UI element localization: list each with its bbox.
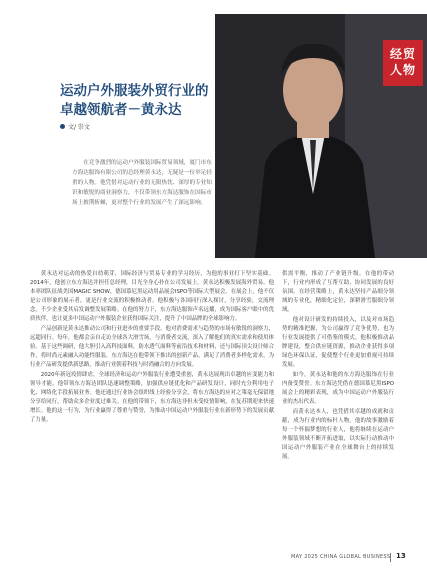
body-paragraph: 而黄永达本人，也凭借其卓越的成就和贡献，成为行业内的标杆人物。他的故事激励着每一个怀揣梦想的行业人，他将继续在运动户外服装领域不断开拓进取，以实际行动推动中国运动户外服装产业在全球舞台上的持续发展。 — [282, 409, 394, 460]
body-paragraph: 黄永达对运动的热爱自幼萌芽，国际经济与贸易专业的学习经历，为他的事业打下坚实基础。2014年，他创立东方海达并担任总经理，目光全身心扑在公司发展上。黄永达积极发展海外贸易，他本率团队征战美国MAGIC SHOW，德国慕尼黑运动用品展会ISPO等国际大型展会。在展会上，他不仅是公司形象的展示者，更是行业交流的积极推动者。他积极与各国同行深入探讨，分享经验，交流理念。不少企业受其启发调整发展策略。在他的努力下，东方海达服饰声名远播，成为国际客户眼中的优质伙伴，也让更多中国运动户外服装企业获得国际关注，提升了中国品牌的全球影响力。 — [30, 271, 274, 322]
byline-text: 文/ 崇文 — [68, 124, 90, 131]
footer-text: MAY 2025 CHINA GLOBAL BUSINESS — [291, 554, 391, 560]
header-area — [0, 0, 427, 258]
body-column-left — [30, 270, 274, 426]
byline — [60, 122, 90, 131]
badge-line-1: 经贸 — [389, 47, 416, 61]
body-paragraph: 供需平衡，推动了产业链升级。在他的带动下，行业内形成了互帮互助，协同发展的良好氛围。在经营策略上，黄永达坚持产品细分领域的专业化，精细化定位，深耕滑雪服细分领域。 — [282, 271, 394, 313]
title-line-1: 运动户外服装外贸行业的 — [60, 83, 209, 99]
body-paragraph: 产品创新是黄永达推动公司和行业进步的重要手段。他对消费需求与趋势的市场有敏锐的洞察力，远超同行。每年，他都会亲自走访全球各大滑雪场，与消费者交流，深入了解他们的真实需求和使用体验。基于这些调研，他大胆引入高科技面料，防水透气面料等前沿技术和材料，还与国际顶尖设计师合作，将时尚元素融入功能性服装。东方海达在他带领下推出的创新产品，满足了消费者多样化需求，为行业产品研发提供新思路，推动行业朝着科技与时尚融合的方向发展。 — [30, 326, 274, 368]
footer-divider — [390, 553, 391, 562]
article-title — [60, 82, 210, 120]
portrait-photo — [215, 14, 427, 258]
bullet-icon — [60, 124, 65, 129]
body-paragraph: 他对设计研发的持续投入，以及对市场趋势的精准把握，为公司赢得了竞争优势，也为行业发展提供了可借鉴的模式。他积极推动品牌建设，整合供应链资源，推动企业获得多项绿色环保认证，促使整个行业更加重视可持续发展。 — [282, 317, 394, 368]
body-paragraph: 如今，黄永达和他的东方海达服饰在行业内备受赞誉。东方海达凭借在德国慕尼黑ISPO展会上的精彩表现，成为中国运动户外服装行业的杰出代表。 — [282, 372, 394, 405]
body-column-right — [282, 270, 394, 463]
body-paragraph: 2020年新冠疫情肆虐，全球经济和运动户外服装行业遭受重创，黄永达展现出卓越的应变能力和领导才能。他带领东方海达团队迅速调整策略，加强供应链优化和产品研发设计，同时充分利用电子化、网络化手段拓展业务。他还通过行业协会组织线上经验分享会，将东方海达的应对之策毫无保留地分享给同行，帮助众多企业度过难关。在他的带领下，东方海达非但未受疫情影响，在复苏期迎来快速增长。他的这一行为，为行业赢得了尊重与赞誉，为推动中国运动户外服装行业在新形势下的发展贡献了力量。 — [30, 372, 274, 423]
column-badge — [383, 40, 423, 86]
article-summary: 在竞争激烈的运动户外服装国际贸易领域，厦门市东方海达服饰有限公司的总经理黄永达，无疑是一位举足轻重的人物。他凭借对运动行业的无限热忱、深厚的专业知识和敏锐的商业洞察力，不仅带领东方海达服饰在国际市场上披荆斩棘，更对整个行业的发展产生了深远影响。 — [72, 160, 212, 206]
title-line-2: 卓越领航者－黄永达 — [60, 102, 182, 118]
page-number: 13 — [396, 552, 406, 560]
intro-panel — [10, 14, 215, 258]
badge-line-2: 人物 — [389, 63, 416, 77]
